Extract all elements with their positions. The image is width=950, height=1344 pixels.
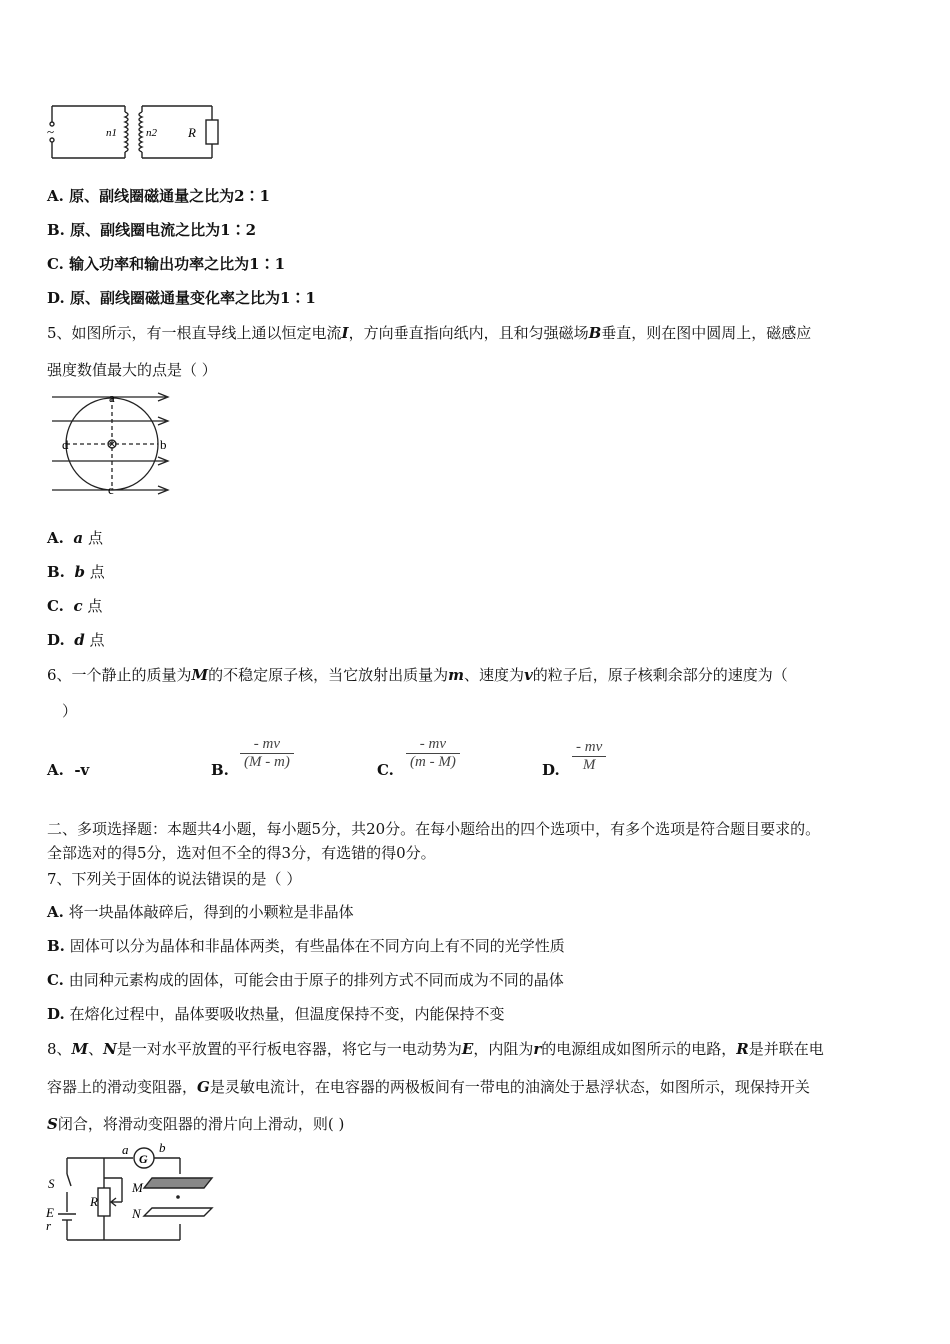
q5-stem-line2: 强度数值最大的点是（ ） <box>47 361 217 379</box>
q4-option-c: C. 输入功率和输出功率之比为1∶1 <box>47 255 286 273</box>
capacitor-circuit-figure <box>42 1142 222 1248</box>
q7-stem: 7、下列关于固体的说法错误的是（ ） <box>47 870 302 888</box>
point-b-label: b <box>160 437 167 452</box>
section2-header-line1: 二、多项选择题：本题共4小题，每小题5分，共20分。在每小题给出的四个选项中，有多个选项是符合题目要求的。 <box>47 820 821 838</box>
label-M: M <box>132 1180 143 1195</box>
point-c-label: c <box>108 482 114 497</box>
label-R: R <box>90 1194 98 1209</box>
label-b: b <box>159 1142 166 1155</box>
label-N: N <box>132 1206 141 1221</box>
q6-option-b-letter: B. <box>211 761 229 779</box>
q8-stem-line1: 8、M、N是一对水平放置的平行板电容器，将它与一电动势为E，内阻为r的电源组成如图所示的电路，R是并联在电 <box>47 1040 824 1058</box>
label-G: G <box>139 1152 148 1166</box>
section2-header-line2: 全部选对的得5分，选对但不全的得3分，有选错的得0分。 <box>47 844 436 862</box>
q6-option-b-fraction: $\frac{- mv}{(M - m)}$ <box>240 736 294 771</box>
n2-label: n2 <box>146 127 157 139</box>
q5-option-a: A. a 点 <box>47 529 103 547</box>
q6-option-d-fraction: $\frac{- mv}{M}$ <box>572 739 606 774</box>
q6-option-d-letter: D. <box>542 761 560 779</box>
q4-option-a: A. 原、副线圈磁通量之比为2∶1 <box>47 187 270 205</box>
q6-option-c-letter: C. <box>377 761 394 779</box>
q6-stem-line2: ） <box>62 702 78 720</box>
magnetic-field-figure <box>44 390 174 500</box>
q5-stem-line1: 5、如图所示，有一根直导线上通以恒定电流I，方向垂直指向纸内，且和匀强磁场B垂直，则在图中圆周上，磁感应 <box>47 324 812 342</box>
q4-option-b: B. 原、副线圈电流之比为1∶2 <box>47 221 257 239</box>
q5-option-b: B. b 点 <box>47 563 105 581</box>
q5-option-c: C. c 点 <box>47 597 103 615</box>
q4-option-d: D. 原、副线圈磁通量变化率之比为1∶1 <box>47 289 316 307</box>
q7-option-a: A. 将一块晶体敲碎后，得到的小颗粒是非晶体 <box>47 903 354 921</box>
label-E: E <box>46 1205 54 1220</box>
transformer-figure <box>40 100 230 166</box>
ac-source-label: ~ <box>47 124 55 139</box>
q6-stem-line1: 6、一个静止的质量为M的不稳定原子核，当它放射出质量为m、速度为v的粒子后，原子核剩余部分的速度为（ <box>47 666 788 684</box>
q5-option-d: D. d 点 <box>47 631 105 649</box>
n1-label: n1 <box>106 127 117 139</box>
point-a-label: a <box>109 390 115 405</box>
q6-option-c-fraction: $\frac{- mv}{(m - M)}$ <box>406 736 460 771</box>
label-r: r <box>46 1218 52 1233</box>
q6-option-a: A. -v <box>47 761 90 779</box>
q8-stem-line2: 容器上的滑动变阻器，G是灵敏电流计，在电容器的两极板间有一带电的油滴处于悬浮状态，如图所示，现保持开关 <box>47 1078 810 1096</box>
label-a: a <box>122 1142 129 1157</box>
q7-option-c: C. 由同种元素构成的固体，可能会由于原子的排列方式不同而成为不同的晶体 <box>47 971 564 989</box>
q7-option-d: D. 在熔化过程中，晶体要吸收热量，但温度保持不变，内能保持不变 <box>47 1005 505 1023</box>
resistor-label: R <box>188 125 196 140</box>
point-d-label: d <box>62 437 69 452</box>
q7-option-b: B. 固体可以分为晶体和非晶体两类，有些晶体在不同方向上有不同的光学性质 <box>47 937 565 955</box>
label-S: S <box>48 1176 55 1191</box>
q8-stem-line3: S闭合，将滑动变阻器的滑片向上滑动，则( ) <box>47 1115 345 1133</box>
